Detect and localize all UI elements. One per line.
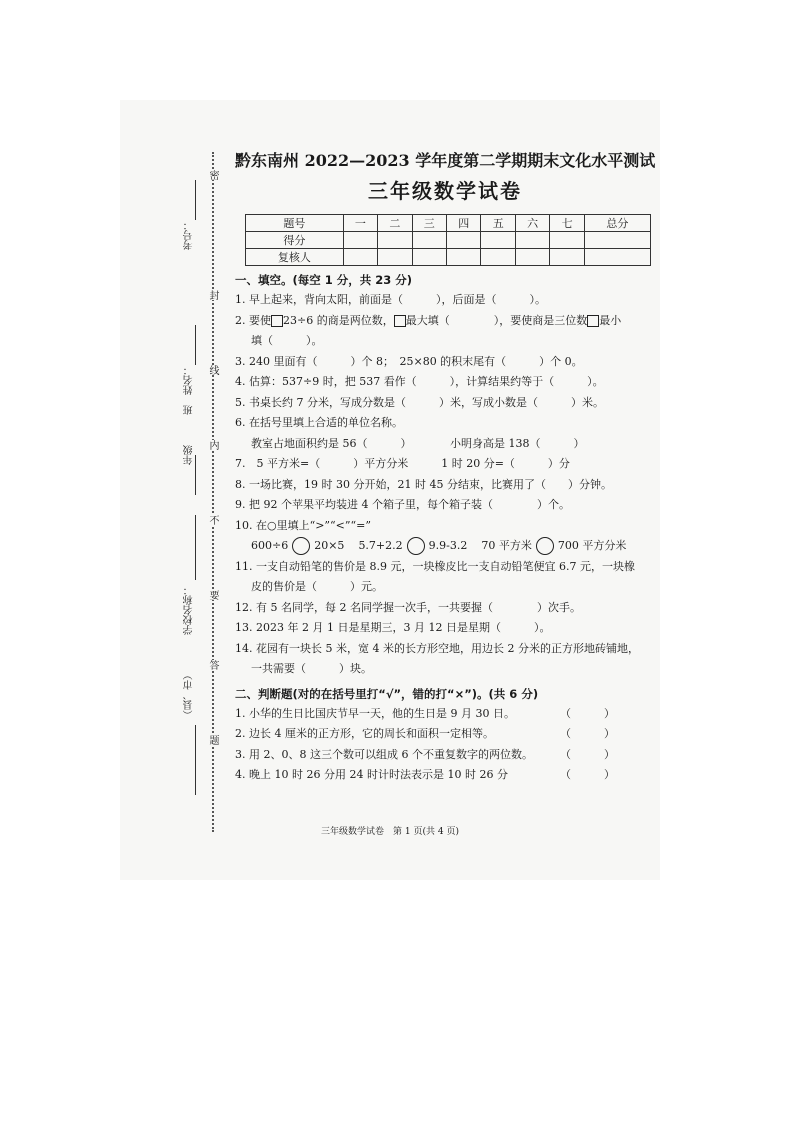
exam-title: 黔东南州 2022—2023 学年度第二学期期末文化水平测试 xyxy=(235,151,656,170)
question-2-part: 最小 xyxy=(599,313,622,327)
score-cell[interactable] xyxy=(343,232,377,249)
reviewer-cell[interactable] xyxy=(447,249,481,266)
compare-left: 5.7+2.2 xyxy=(358,539,403,552)
compare-left: 70 平方米 xyxy=(481,539,532,552)
judge-text: 4. 晚上 10 时 26 分用 24 时计时法表示是 10 时 26 分 xyxy=(235,768,508,781)
judge-bracket[interactable]: （ ） xyxy=(560,747,615,761)
score-header-cell: 一 xyxy=(343,215,377,232)
question-6-items: 教室占地面积约是 56（ ） 小明身高是 138（ ） xyxy=(251,436,585,450)
grade-blank xyxy=(195,455,196,495)
question-1: 1. 早上起来，背向太阳，前面是（ ），后面是（ ）。 xyxy=(235,293,546,306)
score-cell[interactable] xyxy=(515,232,549,249)
judge-text: 2. 边长 4 厘米的正方形，它的周长和面积一定相等。 xyxy=(235,727,494,740)
question-14-cont: 一共需要（ ）块。 xyxy=(251,662,372,675)
county-blank xyxy=(195,725,196,795)
judge-item xyxy=(235,765,655,786)
score-cell[interactable] xyxy=(412,232,446,249)
question-11-cont: 皮的售价是（ ）元。 xyxy=(251,580,383,593)
score-row xyxy=(246,232,651,249)
question-3: 3. 240 里面有（ ）个 8； 25×80 的积末尾有（ ）个 0。 xyxy=(235,354,583,368)
blank-box[interactable] xyxy=(587,315,599,327)
compare-left: 600÷6 xyxy=(251,539,289,552)
score-table xyxy=(245,214,651,266)
seal-char: 密 xyxy=(204,170,220,180)
seal-line xyxy=(212,152,214,832)
question-11: 11. 一支自动铅笔的售价是 8.9 元，一块橡皮比一支自动铅笔便宜 6.7 元，一块橡 xyxy=(235,559,635,573)
compare-right: 700 平方分米 xyxy=(557,539,627,552)
exam-photo xyxy=(120,100,660,880)
reviewer-cell[interactable] xyxy=(515,249,549,266)
class-label: 班 xyxy=(184,405,195,415)
reviewer-cell[interactable] xyxy=(550,249,584,266)
exam-number-blank xyxy=(195,180,196,220)
question-12: 12. 有 5 名同学，每 2 名同学握一次手，一共要握（ ）次手。 xyxy=(235,600,581,614)
county-label: （县、市） xyxy=(184,670,195,720)
question-2 xyxy=(235,311,655,332)
question-5: 5. 书桌长约 7 分米，写成分数是（ ）米，写成小数是（ ）米。 xyxy=(235,395,604,409)
seal-char: 封 xyxy=(204,290,220,300)
school-blank xyxy=(195,515,196,580)
reviewer-row xyxy=(246,249,651,266)
school-label: 学校名称： xyxy=(184,585,195,635)
exam-content xyxy=(235,148,655,786)
judge-item xyxy=(235,745,655,766)
score-cell[interactable] xyxy=(584,232,650,249)
judge-bracket[interactable]: （ ） xyxy=(560,727,615,740)
seal-char: 不 xyxy=(204,515,220,525)
judge-item xyxy=(235,704,655,725)
question-8: 8. 一场比赛，19 时 30 分开始，21 时 45 分结束，比赛用了（ ）分钟。 xyxy=(235,477,612,491)
question-9: 9. 把 92 个苹果平均装进 4 个箱子里，每个箱子装（ ）个。 xyxy=(235,498,570,511)
judge-bracket[interactable]: （ ） xyxy=(560,768,615,781)
reviewer-cell[interactable] xyxy=(412,249,446,266)
blank-box[interactable] xyxy=(394,315,406,327)
question-2-part: 2. 要使 xyxy=(235,313,271,327)
grade-label: 年级 xyxy=(184,445,195,465)
score-header-cell: 题号 xyxy=(246,215,344,232)
compare-right: 9.9-3.2 xyxy=(428,539,468,552)
question-2-part: 最大填（ ），要使商是三位数 xyxy=(405,313,588,327)
seal-char: 要 xyxy=(204,590,220,600)
section-1-title: 一、填空。(每空 1 分，共 23 分) xyxy=(235,273,413,287)
binding-sidebar xyxy=(120,100,220,880)
exam-subtitle: 三年级数学试卷 xyxy=(368,179,522,203)
score-cell[interactable] xyxy=(550,232,584,249)
judge-bracket[interactable]: （ ） xyxy=(560,706,615,720)
judge-item xyxy=(235,724,655,745)
score-header-cell: 四 xyxy=(447,215,481,232)
question-13: 13. 2023 年 2 月 1 日是星期三，3 月 12 日是星期（ ）。 xyxy=(235,621,551,634)
question-7: 7. 5 平方米=（ ）平方分米 1 时 20 分=（ ）分 xyxy=(235,457,570,470)
name-blank xyxy=(195,325,196,365)
seal-char: 内 xyxy=(204,440,220,450)
reviewer-cell[interactable] xyxy=(343,249,377,266)
seal-char: 线 xyxy=(204,365,220,375)
blank-box[interactable] xyxy=(271,315,283,327)
question-2-part: 23÷6 的商是两位数， xyxy=(283,313,394,327)
score-header-cell: 总分 xyxy=(584,215,650,232)
exam-number-label: 考号： xyxy=(184,220,195,250)
question-10-comparisons xyxy=(235,536,655,557)
seal-char: 答 xyxy=(204,660,220,670)
reviewer-cell[interactable] xyxy=(378,249,412,266)
score-header-cell: 六 xyxy=(515,215,549,232)
judge-text: 3. 用 2、0、8 这三个数可以组成 6 个不重复数字的两位数。 xyxy=(235,747,533,761)
question-10: 10. 在○里填上“>”“<”“=” xyxy=(235,518,371,532)
question-4: 4. 估算：537÷9 时，把 537 看作（ ），计算结果约等于（ ）。 xyxy=(235,375,604,388)
seal-char: 题 xyxy=(204,735,220,745)
page-footer: 三年级数学试卷 第 1 页(共 4 页) xyxy=(321,827,459,837)
reviewer-cell[interactable] xyxy=(481,249,515,266)
reviewer-row-label: 复核人 xyxy=(246,249,344,266)
reviewer-cell[interactable] xyxy=(584,249,650,266)
compare-circle[interactable] xyxy=(536,537,554,555)
score-cell[interactable] xyxy=(378,232,412,249)
compare-circle[interactable] xyxy=(407,537,425,555)
question-14: 14. 花园有一块长 5 米，宽 4 米的长方形空地，用边长 2 分米的正方形地砖铺地， xyxy=(235,641,639,655)
score-header-cell: 五 xyxy=(481,215,515,232)
question-2-cont: 填（ ）。 xyxy=(251,334,323,347)
score-header-cell: 七 xyxy=(550,215,584,232)
judge-text: 1. 小华的生日比国庆节早一天，他的生日是 9 月 30 日。 xyxy=(235,706,515,720)
score-header-cell: 三 xyxy=(412,215,446,232)
section-2-title: 二、判断题(对的在括号里打“√”，错的打“×”)。(共 6 分) xyxy=(235,686,539,701)
score-cell[interactable] xyxy=(481,232,515,249)
score-cell[interactable] xyxy=(447,232,481,249)
score-header-cell: 二 xyxy=(378,215,412,232)
question-6: 6. 在括号里填上合适的单位名称。 xyxy=(235,416,403,429)
compare-circle[interactable] xyxy=(292,537,310,555)
name-label: 姓名： xyxy=(184,365,195,395)
compare-right: 20×5 xyxy=(314,539,345,552)
score-row-label: 得分 xyxy=(246,232,344,249)
score-table-header-row xyxy=(246,215,651,232)
